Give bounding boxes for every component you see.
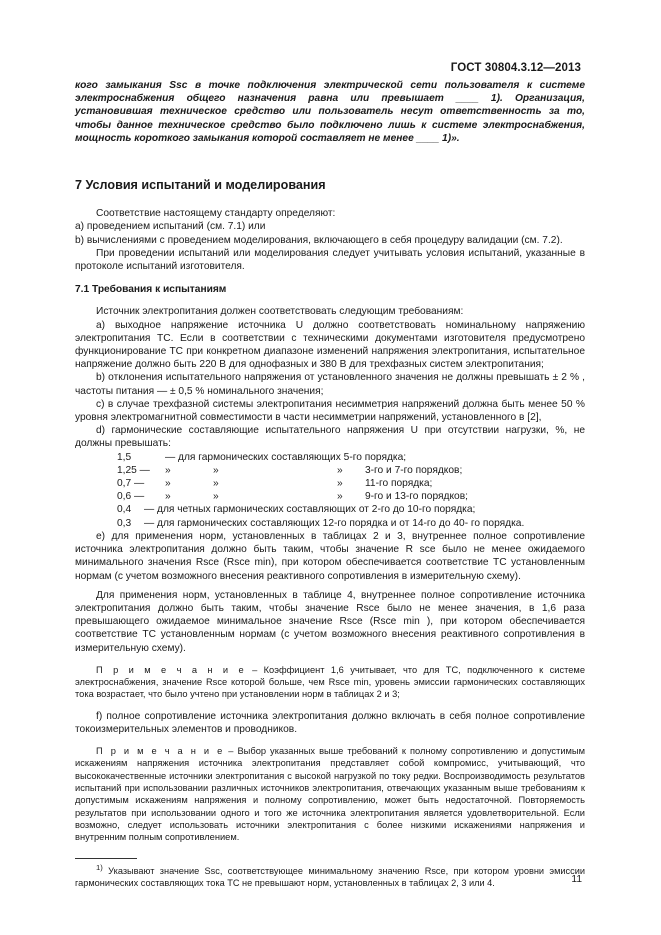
intro-paragraph: кого замыкания Ssc в точке подключения электрической сети пользователя к системе электроснабжения общего назначения равна или превышает ____ 1). Организация, установившая техническое средство или пользователь несут ответственность за то, чтобы данное техническое средство было подключено лишь к системе электроснабжения, мощность короткого замыкания которой составляет не менее ____ 1)». bbox=[75, 80, 585, 144]
harmonic-value: 1,25 — bbox=[117, 464, 150, 476]
harmonic-value: 0,4 bbox=[117, 504, 132, 516]
note-1 bbox=[75, 664, 585, 701]
harmonic-row bbox=[75, 503, 585, 516]
harmonic-row bbox=[75, 517, 585, 530]
footnote-divider bbox=[75, 858, 137, 859]
req-c: c) в случае трехфазной системы электропитания несимметрия напряжений должна быть менее 50 % уровня электромагнитной совместимости в части несимметрии напряжений, установленного в [2], bbox=[75, 398, 585, 424]
footnote bbox=[75, 862, 585, 889]
section-7-item-a: а) проведением испытаний (см. 7.1) или bbox=[75, 221, 266, 233]
ditto-mark: » bbox=[165, 478, 171, 490]
page-number: 11 bbox=[571, 874, 582, 885]
harmonic-text: 9-го и 13-го порядков; bbox=[365, 491, 468, 503]
ditto-mark: » bbox=[337, 491, 343, 503]
table-4-paragraph: Для применения норм, установленных в таблице 4, внутреннее полное сопротивление источника электропитания должно быть таким, чтобы значение Rsce было не менее значения, в 1,6 раза превышающего ожидаемое минимальное значение Rsce (Rsce min ), при котором обеспечивается соответствие ТС установленным нормам (с учетом возможного внесения реактивного сопротивления в измерительную схему). bbox=[75, 589, 585, 654]
footnote-mark: 1) bbox=[96, 863, 103, 873]
doc-header: ГОСТ 30804.3.12—2013 bbox=[450, 62, 581, 74]
section-7-closing: При проведении испытаний или моделирования следует учитывать условия испытаний, указанные в протоколе испытаний изготовителя. bbox=[75, 247, 585, 273]
harmonic-row bbox=[75, 451, 585, 464]
harmonic-text: — для гармонических составляющих 5-го порядка; bbox=[165, 451, 407, 463]
req-b: b) отклонения испытательного напряжения от установленного значения не должны превышать ± 2 % , частоты питания — ± 0,5 % номинального значения; bbox=[75, 372, 585, 397]
harmonic-value: 0,3 bbox=[117, 517, 132, 529]
ditto-mark: » bbox=[213, 491, 219, 503]
ditto-mark: » bbox=[213, 478, 219, 490]
harmonic-row bbox=[75, 464, 585, 477]
note-label: П р и м е ч а н и е bbox=[96, 746, 225, 757]
page-content bbox=[75, 79, 585, 889]
footnote-text: Указывают значение Ssc, соответствующее минимальному значению Rsce, при котором уровни эмиссии гармонических составляющих тока ТС не превышают норм, установленных в таблицах 2, 3 или 4. bbox=[75, 866, 585, 889]
harmonic-text: 11-го порядка; bbox=[365, 478, 433, 490]
note-text: – Выбор указанных выше требований к полному сопротивлению и допустимым искажениям напряжения источника электропитания представляет собой компромисс, учитывающий, что высококачественные источники электропитания с высокой нагрузкой по току редки. Воспроизводимость результатов испытаний при использовании различных источников электропитания, отвечающих указанным выше требованиям к допустимым искажениям напряжения и полному сопротивлению, может быть недостаточной. Повторяемость результатов при использовании одного и того же источника электропитания является удовлетворительной. Если возможно, следует использовать источники электропитания с более низкими искажениями напряжения и внутренним полным сопротивлением. bbox=[75, 746, 585, 843]
harmonic-text: — для четных гармонических составляющих от 2-го до 10-го порядка; bbox=[144, 504, 476, 516]
note-2 bbox=[75, 745, 585, 843]
req-a: а) выходное напряжение источника U должно соответствовать номинальному напряжению электропитания ТС. Если в соответствии с техническими документами изготовителя предусмотрено функционирование ТС при конкретном диапазоне изменений напряжения электропитания, испытательное напряжение должно быть 220 В для однофазных и 380 В для трехфазных систем электропитания; bbox=[75, 319, 585, 371]
note-text: – Коэффициент 1,6 учитывает, что для ТС, подключенного к системе электроснабжения, значение Rsce которой больше, чем Rsce min, уровень эмиссии гармонических составляющих тока возрастает, что было учтено при установлении норм в таблицах 2 и 3; bbox=[75, 664, 585, 700]
harmonic-value: 1,5 bbox=[117, 451, 132, 463]
section-7-1-lead: Источник электропитания должен соответствовать следующим требованиям: bbox=[96, 306, 464, 318]
section-7-lead: Соответствие настоящему стандарту определяют: bbox=[96, 208, 336, 220]
req-d: d) гармонические составляющие испытательного напряжения U при отсутствии нагрузки, %, не должны превышать: bbox=[75, 425, 585, 450]
harmonic-row bbox=[75, 490, 585, 503]
harmonic-value: 0,6 — bbox=[117, 491, 145, 503]
harmonic-value: 0,7 — bbox=[117, 478, 145, 490]
ditto-mark: » bbox=[165, 464, 171, 476]
harmonics-list bbox=[75, 451, 585, 530]
ditto-mark: » bbox=[337, 478, 343, 490]
harmonic-text: 3-го и 7-го порядков; bbox=[365, 464, 463, 476]
ditto-mark: » bbox=[337, 464, 343, 476]
section-7-1-title: 7.1 Требования к испытаниям bbox=[75, 284, 227, 296]
section-7-title: 7 Условия испытаний и моделирования bbox=[75, 178, 326, 193]
req-e: e) для применения норм, установленных в таблицах 2 и 3, внутреннее полное сопротивление источника электропитания должно быть таким, чтобы значение R sce было не менее ожидаемого минимального значения Rsce (Rsce min), при котором обеспечивается соответствие ТС установленным нормам (с учетом возможного внесения реактивного сопротивления в измерительную схему). bbox=[75, 530, 585, 582]
harmonic-text: — для гармонических составляющих 12-го порядка и от 14-го до 40- го порядка. bbox=[144, 517, 525, 529]
req-f: f) полное сопротивление источника электропитания должно включать в себя полное сопротивление токоизмерительных элементов и проводников. bbox=[75, 710, 585, 735]
note-label: П р и м е ч а н и е bbox=[96, 664, 246, 675]
section-7-item-b: b) вычислениями с проведением моделирования, включающего в себя процедуру валидации (см. 7.2). bbox=[75, 234, 563, 246]
ditto-mark: » bbox=[213, 464, 219, 476]
harmonic-row bbox=[75, 477, 585, 490]
ditto-mark: » bbox=[165, 491, 171, 503]
